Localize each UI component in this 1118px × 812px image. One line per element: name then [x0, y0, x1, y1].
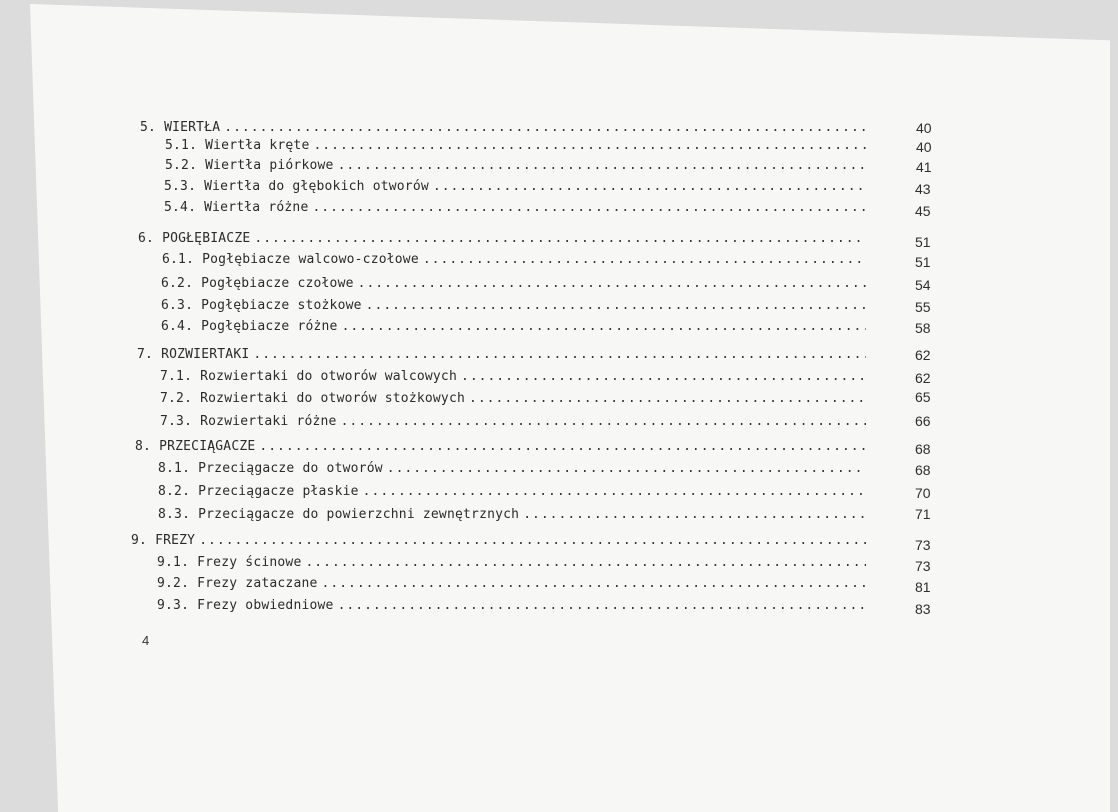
toc-entry-label: 7.1. Rozwiertaki do otworów walcowych	[160, 369, 457, 384]
toc-entry-page: 54	[915, 277, 931, 293]
toc-entry-label: 5.1. Wiertła kręte	[165, 138, 310, 153]
leader-dots	[342, 318, 866, 336]
page-number: 4	[142, 633, 150, 648]
leader-dots	[366, 297, 866, 315]
toc-entry-page: 81	[915, 579, 931, 595]
toc-section	[165, 157, 866, 175]
toc-chapter	[131, 532, 866, 550]
toc-entry-page: 73	[915, 558, 931, 574]
toc-entry-page: 68	[915, 441, 931, 457]
toc-entry-page: 41	[916, 159, 932, 175]
toc-section	[160, 368, 866, 386]
toc-entry-page: 40	[916, 139, 932, 155]
leader-dots	[338, 597, 866, 615]
leader-dots	[253, 346, 866, 364]
toc-entry-label: 9.1. Frezy ścinowe	[157, 555, 302, 570]
toc-entry-page: 65	[915, 389, 931, 405]
leader-dots	[423, 251, 866, 269]
toc-entry-page: 51	[915, 254, 931, 270]
toc-entry-page: 45	[915, 203, 931, 219]
toc-chapter	[137, 346, 866, 364]
toc-section	[157, 597, 866, 615]
toc-entry-page: 43	[915, 181, 931, 197]
toc-entry-label: 6. POGŁĘBIACZE	[138, 231, 251, 246]
toc-entry-label: 8.3. Przeciągacze do powierzchni zewnętrznych	[158, 507, 520, 522]
toc-entry-label: 8.2. Przeciągacze płaskie	[158, 484, 359, 499]
leader-dots	[224, 119, 866, 137]
toc-chapter	[138, 230, 866, 248]
toc-entry-label: 6.4. Pogłębiacze różne	[161, 319, 338, 334]
toc-section	[161, 297, 866, 315]
toc-section	[157, 554, 866, 572]
toc-section	[160, 413, 866, 431]
toc-entry-page: 70	[915, 485, 931, 501]
leader-dots	[254, 230, 866, 248]
toc-section	[161, 275, 866, 293]
toc-entry-label: 9. FREZY	[131, 533, 196, 548]
toc-entry-label: 8.1. Przeciągacze do otworów	[158, 461, 383, 476]
toc-entry-page: 51	[915, 234, 931, 250]
leader-dots	[363, 483, 865, 501]
toc-entry-page: 73	[915, 537, 931, 553]
toc-entry-label: 5.2. Wiertła piórkowe	[165, 158, 334, 173]
toc-section	[165, 137, 866, 155]
leader-dots	[312, 199, 865, 217]
toc-entry-label: 9.3. Frezy obwiedniowe	[157, 598, 334, 613]
toc-entry-page: 62	[915, 347, 931, 363]
toc-section	[158, 460, 866, 478]
toc-entry-label: 9.2. Frezy zataczane	[157, 576, 318, 591]
leader-dots	[199, 532, 866, 550]
leader-dots	[387, 460, 866, 478]
toc-entry-page: 83	[915, 601, 931, 617]
toc-section	[160, 390, 866, 408]
toc-section	[164, 178, 865, 196]
toc-entry-label: 5. WIERTŁA	[140, 120, 221, 135]
toc-entry-label: 7.3. Rozwiertaki różne	[160, 414, 337, 429]
leader-dots	[305, 554, 866, 572]
leader-dots	[313, 137, 866, 155]
toc-entry-label: 6.1. Pogłębiacze walcowo-czołowe	[162, 252, 419, 267]
toc-entry-page: 62	[915, 370, 931, 386]
toc-entry-page: 58	[915, 320, 931, 336]
toc-entry-page: 68	[915, 462, 931, 478]
leader-dots	[433, 178, 865, 196]
toc-chapter	[135, 438, 866, 456]
leader-dots	[461, 368, 866, 386]
leader-dots	[358, 275, 866, 293]
toc-entry-page: 71	[915, 506, 931, 522]
toc-entry-page: 66	[915, 413, 931, 429]
toc-entry-label: 5.3. Wiertła do głębokich otworów	[164, 179, 429, 194]
toc-section	[157, 575, 866, 593]
toc-entry-label: 7. ROZWIERTAKI	[137, 347, 250, 362]
toc-section	[158, 483, 865, 501]
leader-dots	[322, 575, 866, 593]
toc-entry-label: 7.2. Rozwiertaki do otworów stożkowych	[160, 391, 466, 406]
toc-chapter	[140, 119, 866, 137]
leader-dots	[469, 390, 866, 408]
leader-dots	[523, 506, 865, 524]
toc-section	[162, 251, 866, 269]
leader-dots	[341, 413, 866, 431]
toc-section	[158, 506, 865, 524]
leader-dots	[338, 157, 866, 175]
leader-dots	[259, 438, 866, 456]
toc-entry-label: 6.3. Pogłębiacze stożkowe	[161, 298, 362, 313]
toc-entry-page: 55	[915, 299, 931, 315]
toc-entry-label: 5.4. Wiertła różne	[164, 200, 309, 215]
toc-section	[161, 318, 866, 336]
toc-section	[164, 199, 865, 217]
toc-entry-label: 6.2. Pogłębiacze czołowe	[161, 276, 354, 291]
toc-entry-label: 8. PRZECIĄGACZE	[135, 439, 256, 454]
toc-entry-page: 40	[916, 120, 932, 136]
